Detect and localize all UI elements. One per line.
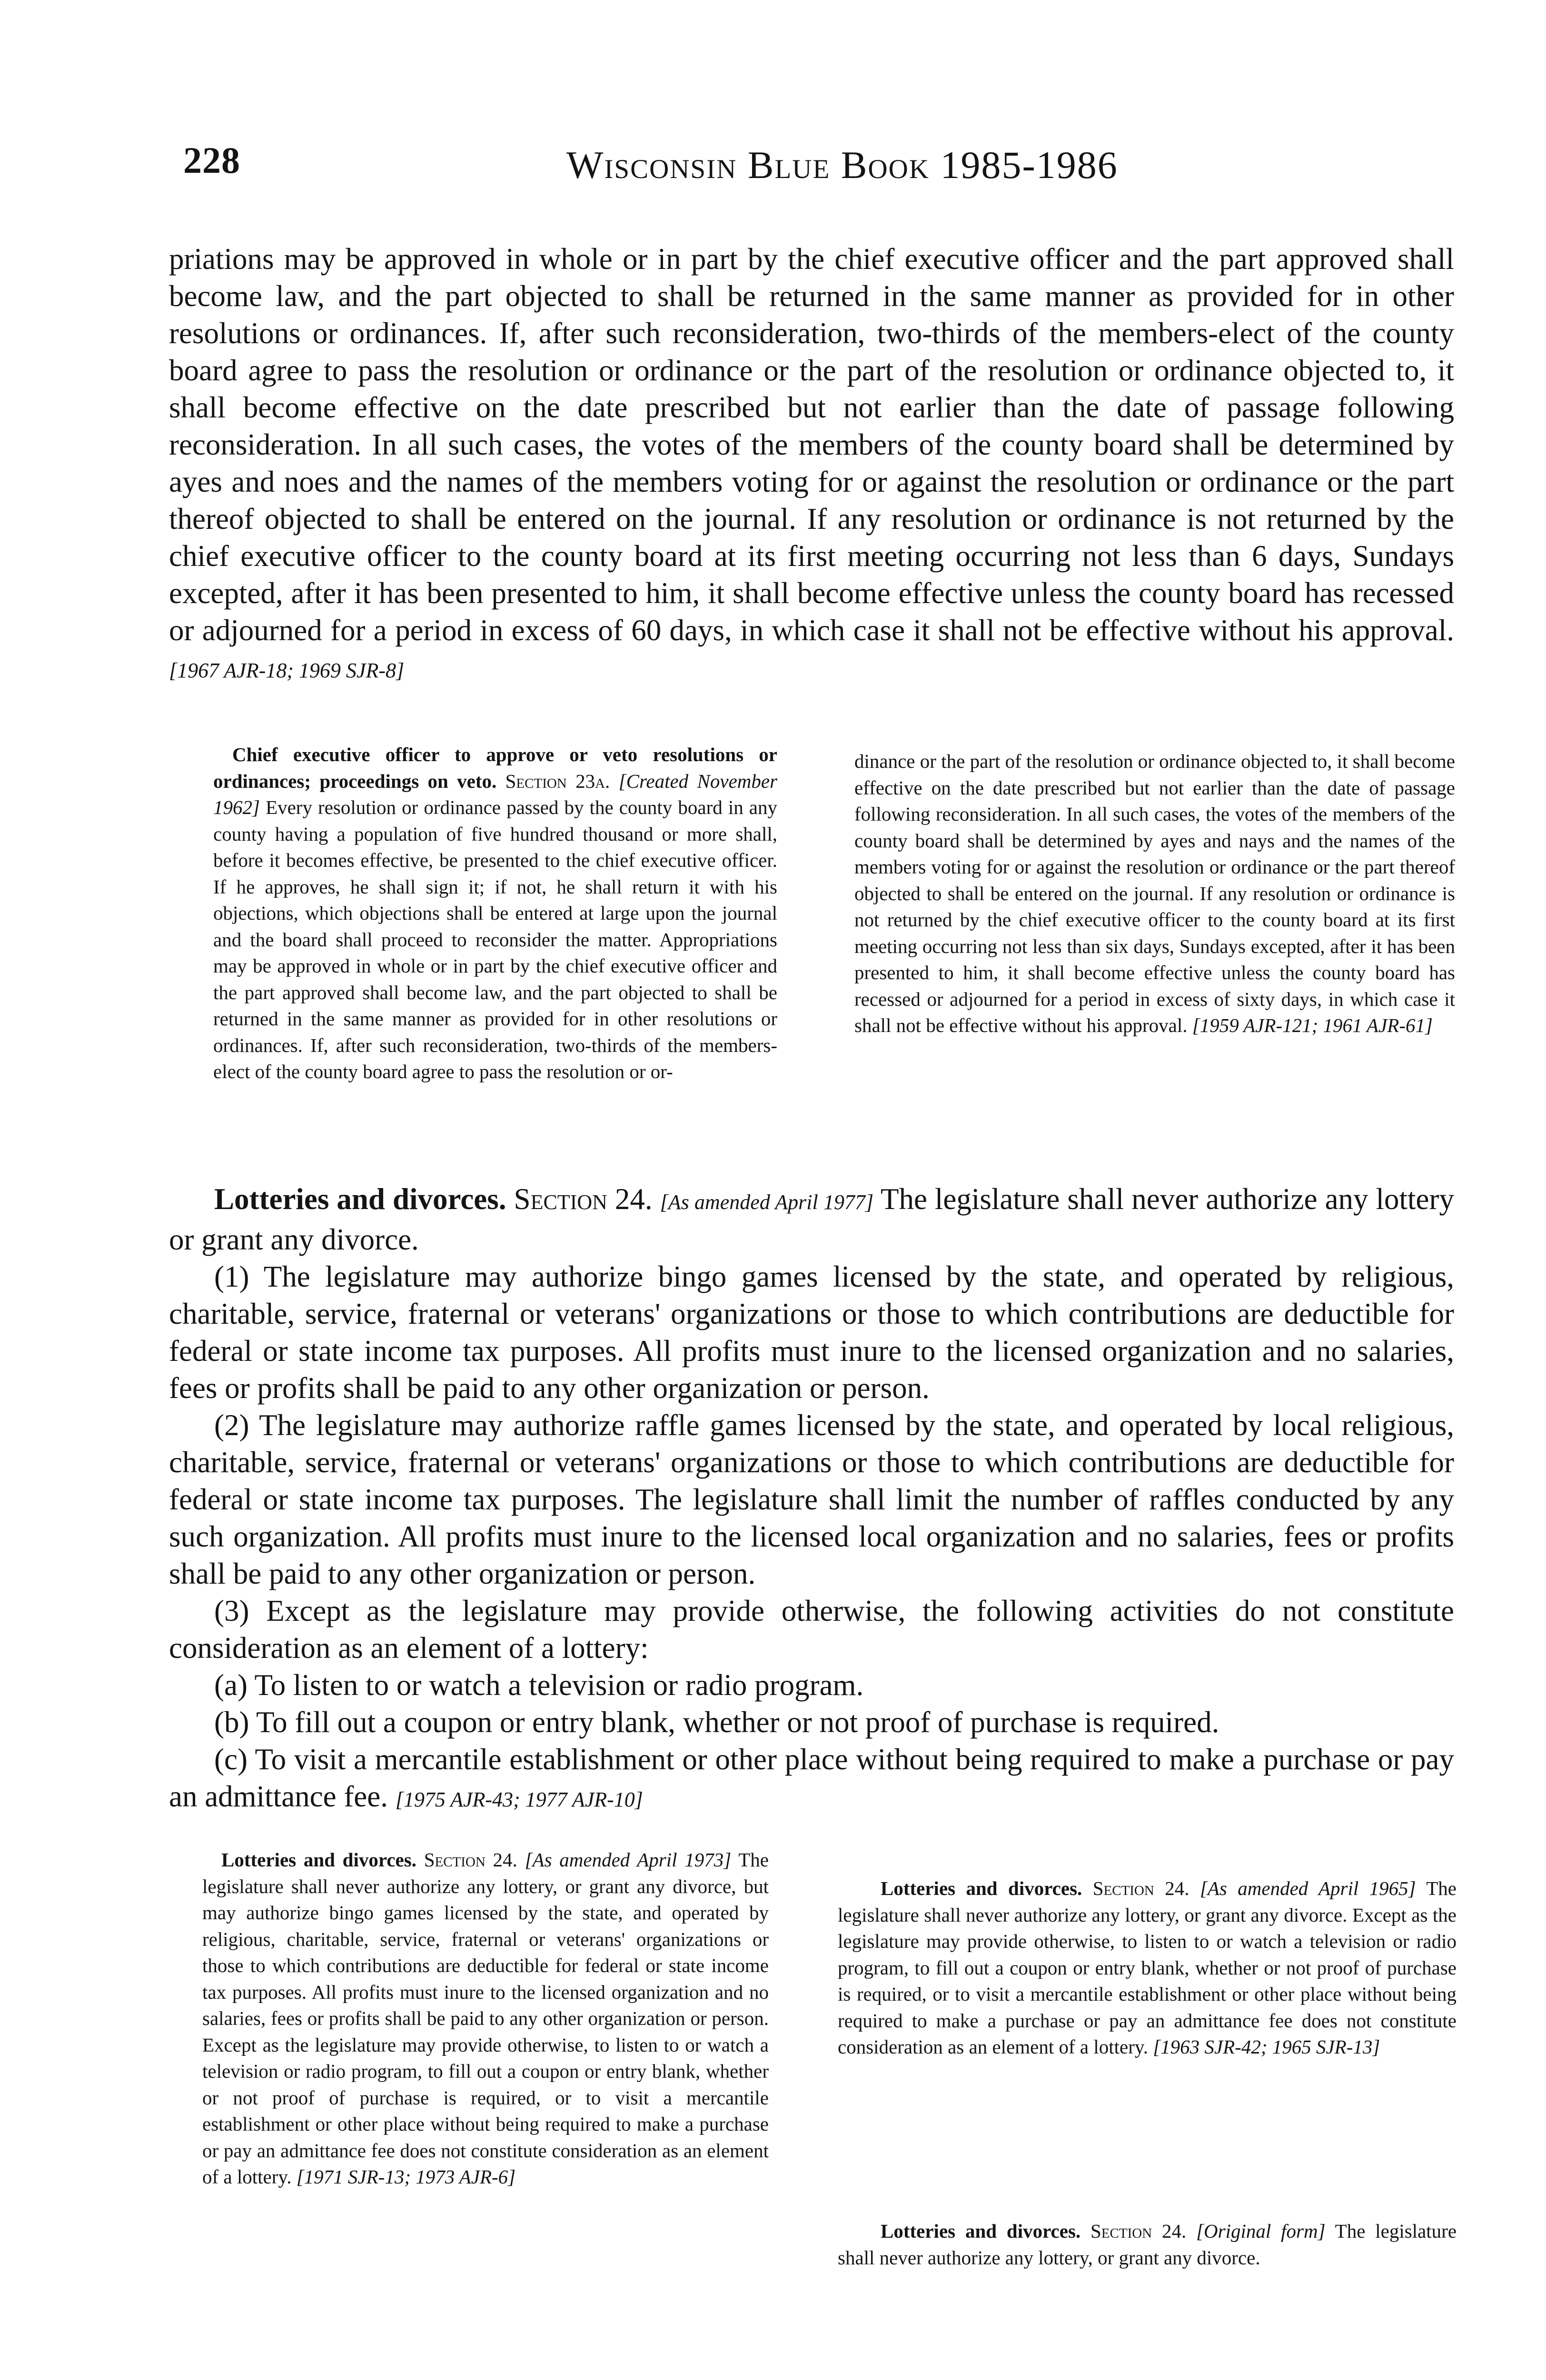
- note-23a-amendment: [Created November 1962]: [213, 770, 778, 818]
- note-24-1965-heading: Lotteries and divorces.: [881, 1877, 1082, 1899]
- section-24-amendment: [As amended April 1977]: [660, 1190, 874, 1214]
- note-24-1973-amendment: [As amended April 1973]: [525, 1849, 732, 1871]
- note-section-24-1965: [838, 1875, 1457, 2061]
- note-24-1965-text: The legislature shall never authorize any lottery, or grant any divorce. Except as the legislature may provide otherwise, to listen to or watch a television or radio program, to fill out a coupon or entry blank, whether or not proof of purchase is required, or to visit a mercantile establishment or other place without being required to make a purchase or pay an admittance fee does not constitute consideration as an element of a lottery.: [838, 1877, 1457, 2058]
- note-24-1973-heading: Lotteries and divorces.: [221, 1849, 416, 1871]
- continuation-citation: [1967 AJR-18; 1969 SJR-8]: [169, 659, 405, 682]
- note-24-1973-text: The legislature shall never authorize any lottery, or grant any divorce, but may authorize bingo games licensed by the state, and operated by religious, charitable, service, fraternal or veterans' organizations or those to which contributions are deductible for federal or state income tax purposes. All profits must inure to the licensed organization and no salaries, fees or profits shall be paid to any other organization or person. Except as the legislature may provide otherwise, to listen to or watch a television or radio program, to fill out a coupon or entry blank, whether or not proof of purchase is required, or to visit a mercantile establishment or other place without being required to make a purchase or pay an admittance fee does not constitute consideration as an element of a lottery.: [202, 1849, 769, 2188]
- note-24-1973-section: Section 24.: [424, 1849, 517, 1871]
- section-24-para-1: (1) The legislature may authorize bingo games licensed by the state, and operated by religious, charitable, service, fraternal or veterans' organizations or those to which contributions are deductible for federal or state income tax purposes. All profits must inure to the licensed organization and no salaries, fees or profits shall be paid to any other organization or person.: [169, 1260, 1454, 1405]
- note-section-23a-left: [213, 742, 777, 1085]
- continuation-text: priations may be approved in whole or in part by the chief executive officer and the part approved shall become law, and the part objected to shall be returned in the same manner as provided for in other resolutions or ordinances. If, after such reconsideration, two-thirds of the members-elect of the county board agree to pass the resolution or ordinance or the part of the resolution or ordinance objected to, it shall become effective on the date prescribed but not earlier than the date of passage following reconsideration. In all such cases, the votes of the members of the county board shall be determined by ayes and noes and the names of the members voting for or against the resolution or ordinance or the part thereof objected to shall be entered on the journal. If any resolution or ordinance is not returned by the chief executive officer to the county board at its first meeting occurring not less than 6 days, Sundays excepted, after it has been presented to him, it shall become effective unless the county board has recessed or adjourned for a period in excess of 60 days, in which case it shall not be effective without his approval.: [169, 242, 1454, 647]
- note-section-24-1973: [202, 1847, 769, 2191]
- note-24-1965-citation: [1963 SJR-42; 1965 SJR-13]: [1153, 2036, 1380, 2058]
- note-section-24-original: [838, 2218, 1457, 2271]
- section-24-heading: Lotteries and divorces.: [214, 1182, 506, 1216]
- note-23a-section: Section 23a.: [505, 770, 610, 792]
- section-24-item-a: (a) To listen to or watch a television or radio program.: [214, 1668, 864, 1702]
- note-23a-citation: [1959 AJR-121; 1961 AJR-61]: [1192, 1014, 1433, 1036]
- section-24-citation: [1975 AJR-43; 1977 AJR-10]: [395, 1788, 643, 1811]
- note-23a-text-left: Every resolution or ordinance passed by the county board in any county having a population of five hundred thousand or more shall, before it becomes effective, be presented to the chief executive officer. If he approves, he shall sign it; if not, he shall return it with his objections, which objections shall be entered at large upon the journal and the board shall proceed to reconsider the matter. Appropriations may be approved in whole or in part by the chief executive officer and the part approved shall become law, and the part objected to shall be returned in the same manner as provided for in other resolutions or ordinances. If, after such reconsideration, two-thirds of the members-elect of the county board agree to pass the resolution or or-: [213, 796, 778, 1082]
- note-23a-heading: Chief executive officer to approve or veto resolutions or ordinances; proceedings on veto.: [213, 744, 777, 792]
- running-head: Wisconsin Blue Book 1985-1986: [566, 143, 1118, 187]
- note-24-1965-amendment: [As amended April 1965]: [1199, 1877, 1416, 1899]
- section-24-item-c: (c) To visit a mercantile establishment or other place without being required to make a purchase or pay an admittance fee.: [169, 1743, 1454, 1813]
- section-24-para-3: (3) Except as the legislature may provide otherwise, the following activities do not constitute consideration as an element of a lottery:: [169, 1594, 1454, 1665]
- continuation-paragraph: [169, 240, 1454, 689]
- section-24-number: Section 24.: [514, 1182, 653, 1216]
- page-number: 228: [183, 139, 240, 181]
- section-24-intro: The legislature shall never authorize any lottery or grant any divorce.: [169, 1182, 1454, 1256]
- note-24-1973-citation: [1971 SJR-13; 1973 AJR-6]: [296, 2166, 516, 2188]
- note-section-23a-right: [854, 748, 1455, 1039]
- section-24-para-2: (2) The legislature may authorize raffle games licensed by the state, and operated by local religious, charitable, service, fraternal or veterans' organizations or those to which contributions are deductible for federal or state income tax purposes. The legislature shall limit the number of raffles conducted by any such organization. All profits must inure to the licensed local organization and no salaries, fees or profits shall be paid to any other organization or person.: [169, 1408, 1454, 1590]
- note-24-original-text: The legislature shall never authorize any lottery, or grant any divorce.: [838, 2220, 1457, 2269]
- note-24-original-heading: Lotteries and divorces.: [881, 2220, 1081, 2242]
- section-24: [169, 1180, 1454, 1818]
- note-24-original-amendment: [Original form]: [1196, 2220, 1326, 2242]
- note-24-original-section: Section 24.: [1090, 2220, 1187, 2242]
- note-23a-text-right: dinance or the part of the resolution or ordinance objected to, it shall become effective on the date prescribed but not earlier than the date of passage following reconsideration. In all such cases, the votes of the members of the county board shall be determined by ayes and nays and the names of the members voting for or against the resolution or ordinance or the part thereof objected to shall be entered on the journal. If any resolution or ordinance is not returned by the chief executive officer to the county board at its first meeting occurring not less than six days, Sundays excepted, after it has been presented to him, it shall become effective unless the county board has recessed or adjourned for a period in excess of sixty days, in which case it shall not be effective without his approval.: [854, 750, 1455, 1036]
- note-24-1965-section: Section 24.: [1092, 1877, 1189, 1899]
- section-24-item-b: (b) To fill out a coupon or entry blank, whether or not proof of purchase is required.: [214, 1706, 1219, 1739]
